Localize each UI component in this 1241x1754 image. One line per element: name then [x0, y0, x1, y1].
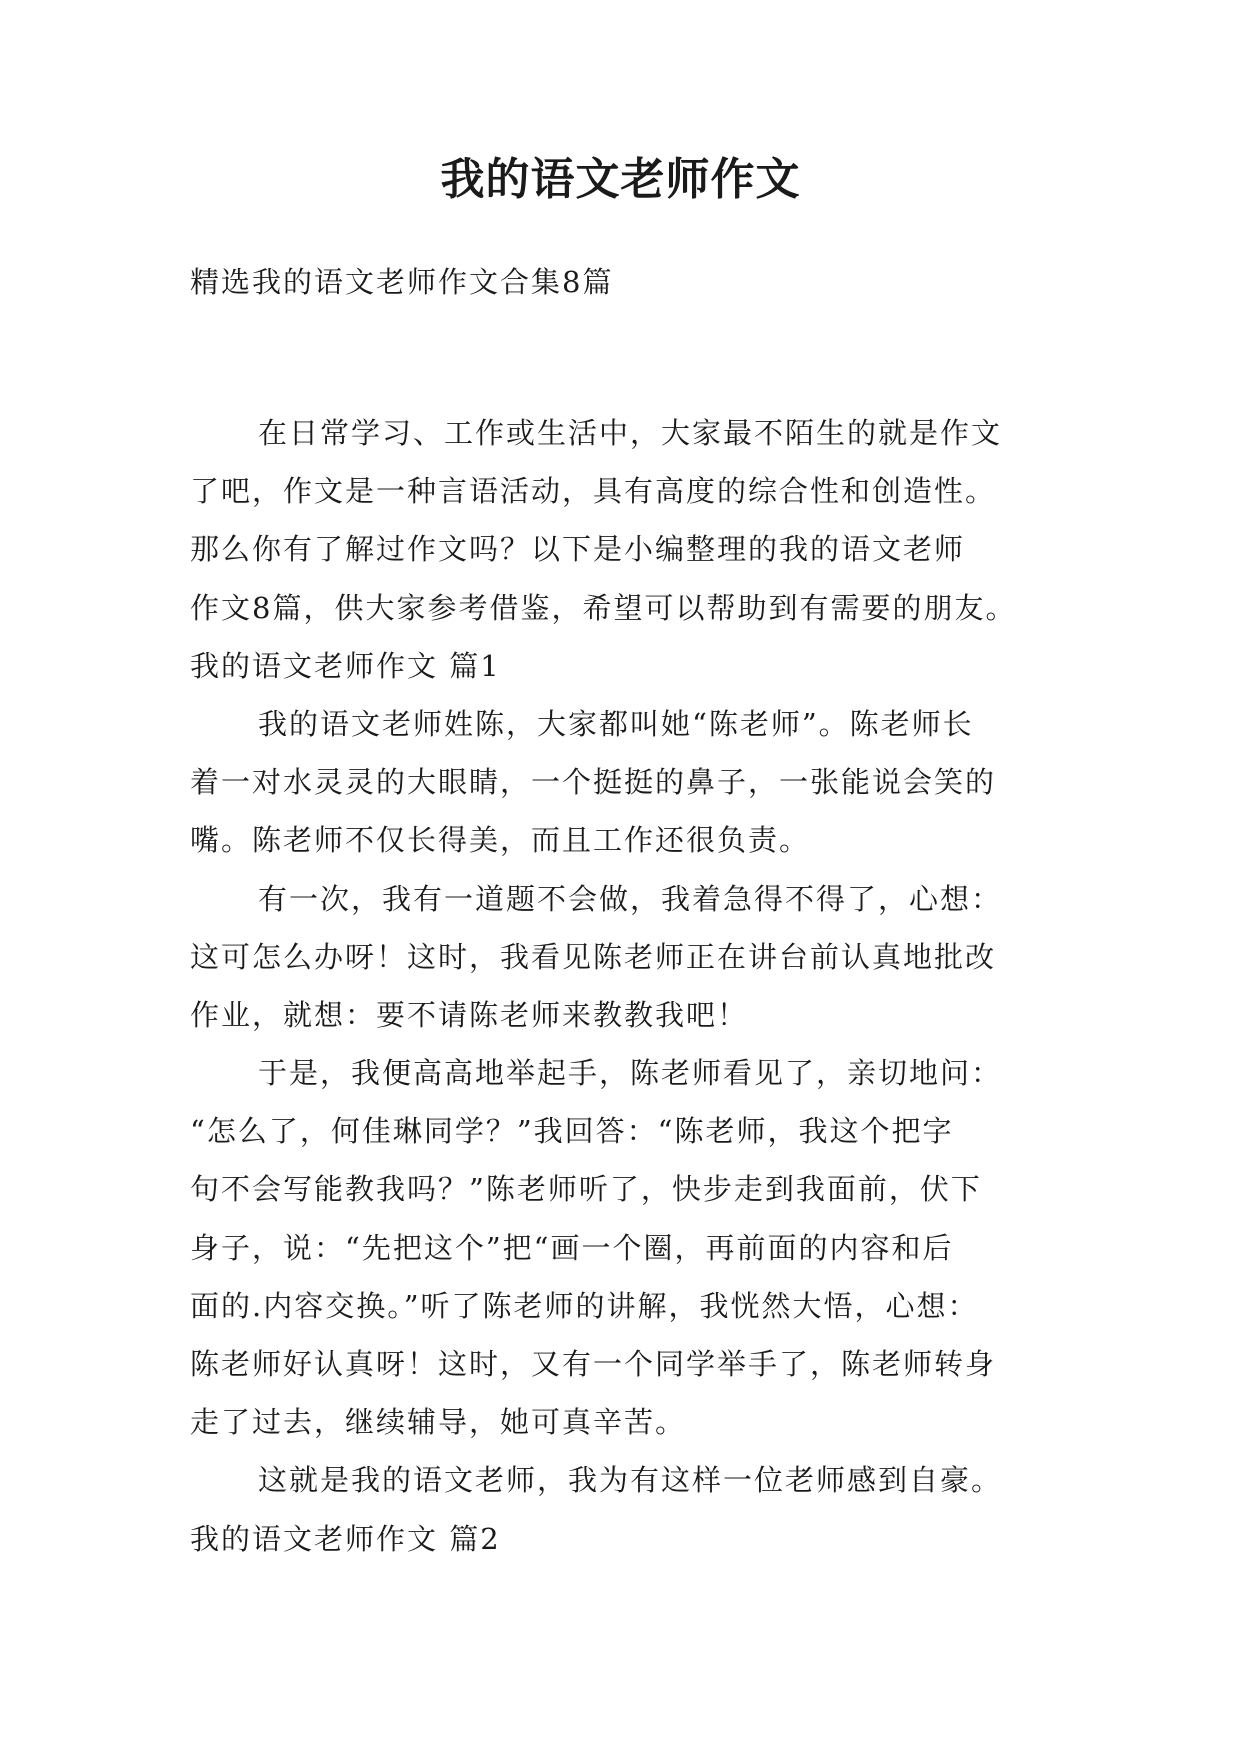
- text-line: 身子，说：“先把这个”把“画一个圈，再前面的内容和后: [190, 1230, 954, 1265]
- document-body: [190, 404, 1070, 1568]
- text-line: 这就是我的语文老师，我为有这样一位老师感到自豪。: [258, 1463, 1003, 1498]
- text-line: 陈老师好认真呀！这时，又有一个同学举手了，陈老师转身: [190, 1347, 997, 1381]
- text-line: 走了过去，继续辅导，她可真辛苦。: [190, 1405, 687, 1440]
- text-line: 着一对水灵灵的大眼睛，一个挺挺的鼻子，一张能说会笑的: [190, 765, 997, 800]
- text-line: 句不会写能教我吗？”陈老师听了，快步走到我面前，伏下: [190, 1172, 982, 1207]
- document-subtitle: 精选我的语文老师作文合集8篇: [190, 265, 614, 299]
- text-line: 我的语文老师作文 篇1: [190, 648, 501, 683]
- text-line: 作文8篇，供大家参考借鉴，希望可以帮助到有需要的朋友。: [190, 590, 1017, 625]
- text-line: 于是，我便高高地举起手，陈老师看见了，亲切地问：: [258, 1056, 1003, 1091]
- text-line: 嘴。陈老师不仅长得美，而且工作还很负责。: [190, 823, 811, 858]
- text-line: 我的语文老师姓陈，大家都叫她“陈老师”。陈老师长: [258, 706, 974, 741]
- text-line: 有一次，我有一道题不会做，我着急得不得了，心想：: [258, 881, 1003, 916]
- text-line: 作业，就想：要不请陈老师来教教我吧！: [190, 997, 749, 1032]
- text-line: 这可怎么办呀！这时，我看见陈老师正在讲台前认真地批改: [190, 939, 997, 974]
- text-line: 了吧，作文是一种言语活动，具有高度的综合性和创造性。: [190, 474, 997, 509]
- document-title: 我的语文老师作文: [440, 154, 801, 205]
- text-line: 在日常学习、工作或生活中，大家最不陌生的就是作文: [258, 416, 1003, 450]
- text-line: “怎么了，何佳琳同学？”我回答：“陈老师，我这个把字: [190, 1114, 954, 1149]
- text-line: 我的语文老师作文 篇2: [190, 1521, 501, 1556]
- text-line: 面的.内容交换。”听了陈老师的讲解，我恍然大悟，心想：: [190, 1288, 979, 1323]
- text-line: 那么你有了解过作文吗？以下是小编整理的我的语文老师: [190, 532, 966, 567]
